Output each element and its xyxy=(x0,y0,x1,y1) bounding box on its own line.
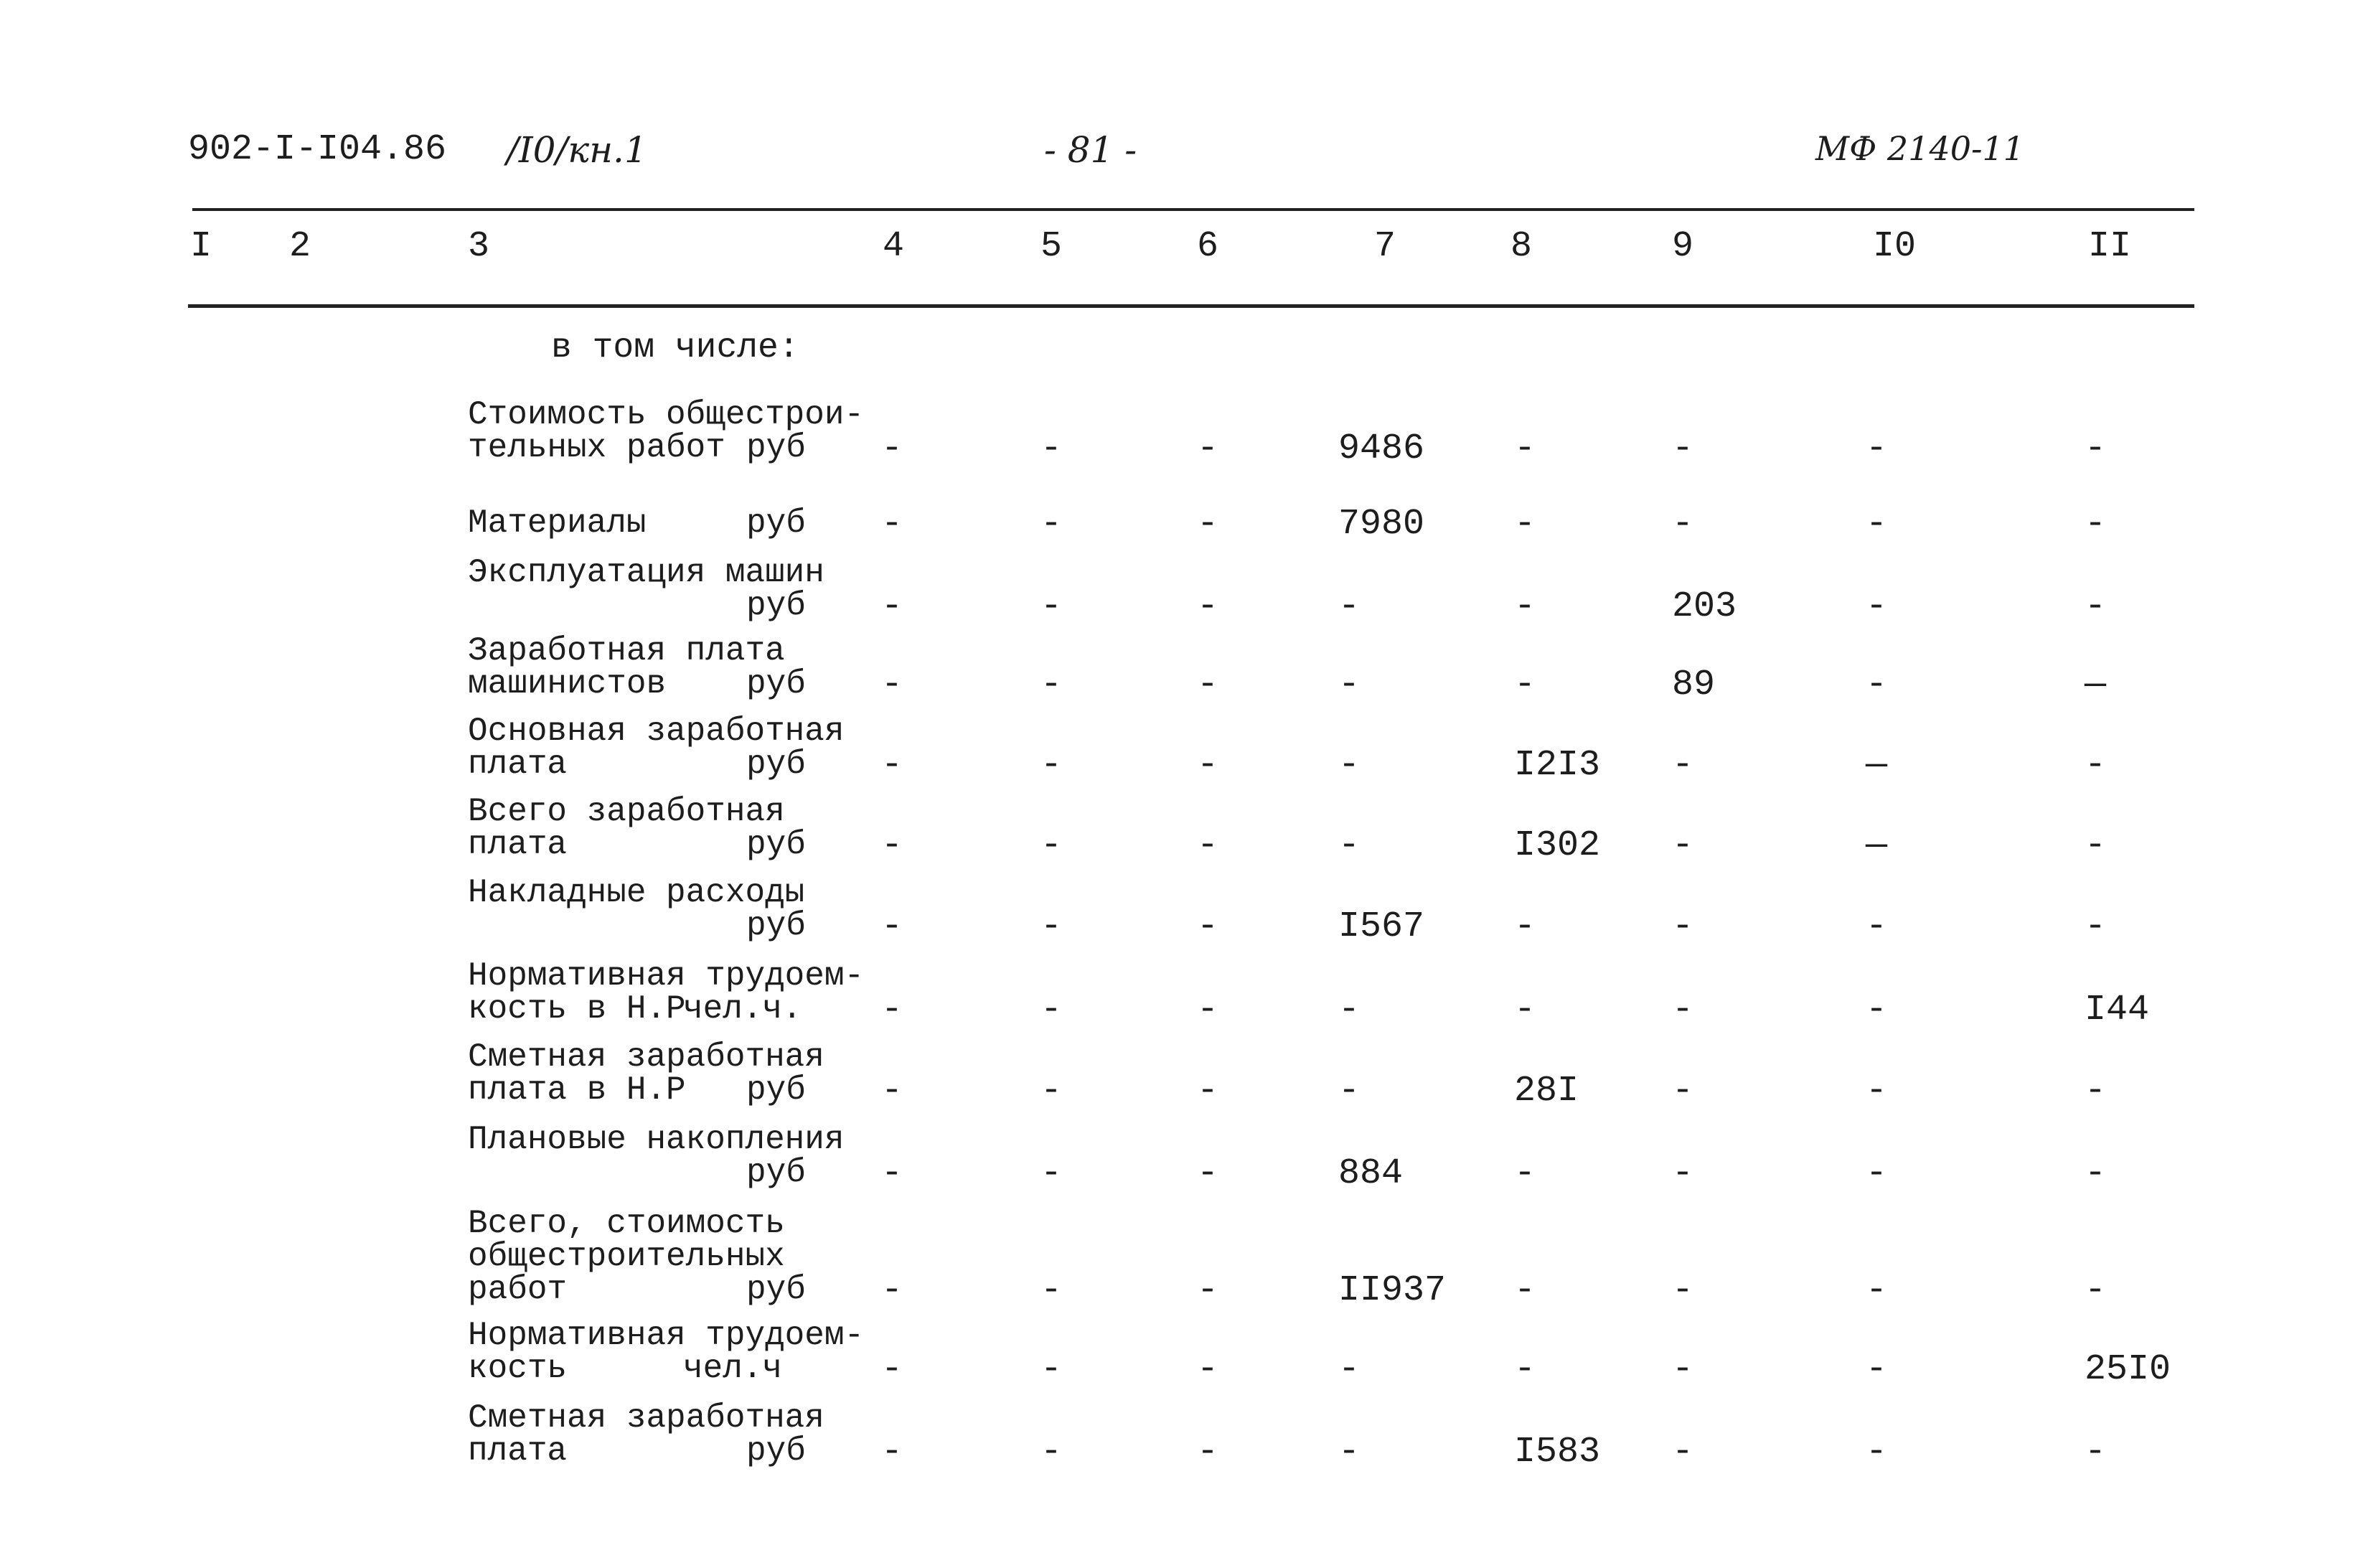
table-cell: - xyxy=(1672,504,1694,545)
document-part: /I0/кн.1 xyxy=(507,129,647,171)
table-cell: - xyxy=(1672,745,1694,786)
table-cell: - xyxy=(1338,825,1361,866)
row-label-line: кость в Н.Р xyxy=(468,990,686,1028)
row-unit: руб xyxy=(746,826,806,863)
table-cell: - xyxy=(2085,745,2107,786)
row-label xyxy=(468,1121,898,1191)
row-label-line: Сметная заработная xyxy=(468,1399,824,1437)
table-cell: - xyxy=(2085,586,2107,627)
table-cell: - xyxy=(1866,990,1888,1031)
table-cell: - xyxy=(1514,1349,1536,1390)
table-cell: - xyxy=(881,906,903,947)
row-label xyxy=(468,1319,898,1385)
table-cell: - xyxy=(1197,1071,1219,1112)
table-cell: - xyxy=(881,825,903,866)
table-cell: - xyxy=(2085,1153,2107,1194)
row-unit: руб xyxy=(746,504,806,542)
row-label-line: плата xyxy=(468,1432,568,1470)
table-cell: - xyxy=(2085,1071,2107,1112)
row-unit: руб xyxy=(746,587,806,624)
table-cell: - xyxy=(1514,990,1536,1031)
row-label xyxy=(468,957,898,1028)
row-label-line: машинистов xyxy=(468,665,667,703)
table-cell: - xyxy=(1866,1432,1888,1473)
table-cell: I302 xyxy=(1514,825,1601,866)
row-unit: руб xyxy=(746,1271,806,1308)
table-cell: - xyxy=(2085,825,2107,866)
table-cell: - xyxy=(881,1349,903,1390)
table-cell: - xyxy=(1514,906,1536,947)
row-label xyxy=(468,715,898,781)
row-label-line: Эксплуатация машин xyxy=(468,554,824,591)
table-cell: - xyxy=(1338,1071,1361,1112)
table-cell: - xyxy=(1866,1153,1888,1194)
row-label xyxy=(468,632,898,703)
table-cell: - xyxy=(1514,586,1536,627)
table-cell: 25I0 xyxy=(2085,1349,2171,1390)
table-cell: - xyxy=(1672,990,1694,1031)
table-cell: - xyxy=(1672,1432,1694,1473)
table-cell: - xyxy=(1040,586,1063,627)
column-number-8: 8 xyxy=(1510,226,1533,267)
table-cell: - xyxy=(1197,1270,1219,1311)
column-number-1: I xyxy=(190,226,212,267)
row-label-line: Плановые накопления xyxy=(468,1121,845,1158)
table-cell: - xyxy=(1672,825,1694,866)
row-label xyxy=(468,1038,898,1109)
row-label-line: работ xyxy=(468,1271,568,1308)
table-cell: I44 xyxy=(2085,990,2150,1031)
table-cell: - xyxy=(1040,990,1063,1031)
row-unit: руб xyxy=(746,429,806,466)
table-cell: - xyxy=(1197,1349,1219,1390)
table-cell: I583 xyxy=(1514,1432,1601,1473)
table-cell: - xyxy=(1197,906,1219,947)
table-cell: - xyxy=(1514,1270,1536,1311)
row-unit: чел.ч. xyxy=(683,990,802,1028)
header-top-rule xyxy=(192,208,2194,211)
row-label-line: Нормативная трудоем- xyxy=(468,957,865,995)
column-number-3: 3 xyxy=(468,226,490,267)
table-cell: - xyxy=(1866,1349,1888,1390)
table-cell: - xyxy=(1338,1432,1361,1473)
table-cell: - xyxy=(1672,1071,1694,1112)
table-cell: - xyxy=(1040,745,1063,786)
column-number-2: 2 xyxy=(289,226,311,267)
row-label-line: плата в Н.Р xyxy=(468,1071,686,1109)
row-label-line: Основная заработная xyxy=(468,713,845,750)
table-cell: - xyxy=(1866,1270,1888,1311)
table-cell: - xyxy=(1197,504,1219,545)
table-cell: - xyxy=(881,586,903,627)
table-cell: - xyxy=(1514,504,1536,545)
row-label xyxy=(468,874,898,944)
table-cell: - xyxy=(1040,1270,1063,1311)
table-cell: - xyxy=(881,504,903,545)
table-cell: - xyxy=(1514,428,1536,469)
row-label xyxy=(468,398,898,464)
table-cell: I2I3 xyxy=(1514,745,1601,786)
table-cell: 203 xyxy=(1672,586,1737,627)
table-cell: - xyxy=(2085,1432,2107,1473)
table-cell: - xyxy=(1040,906,1063,947)
row-label-line: Материалы xyxy=(468,504,647,542)
row-unit: чел.ч xyxy=(683,1350,783,1387)
row-label-line: плата xyxy=(468,746,568,783)
document-code: 902-I-I04.86 xyxy=(188,129,447,170)
table-cell: - xyxy=(1338,745,1361,786)
intro-text: в том числе: xyxy=(551,329,799,367)
column-number-10: I0 xyxy=(1873,226,1917,267)
table-cell: - xyxy=(1197,1432,1219,1473)
table-cell: - xyxy=(1672,428,1694,469)
row-label-line: общестроительных xyxy=(468,1238,785,1275)
table-cell: - xyxy=(1197,990,1219,1031)
table-cell: 7980 xyxy=(1338,504,1425,545)
table-cell: II937 xyxy=(1338,1270,1447,1311)
table-cell: - xyxy=(1197,745,1219,786)
table-cell: - xyxy=(881,745,903,786)
row-label xyxy=(468,1207,898,1306)
row-label-line: Стоимость общестрои- xyxy=(468,396,865,433)
table-cell: - xyxy=(1338,665,1361,705)
row-label xyxy=(468,554,898,624)
table-cell: - xyxy=(1040,1071,1063,1112)
row-label-line: Накладные расходы xyxy=(468,874,805,911)
table-cell: - xyxy=(1514,665,1536,705)
table-cell: - xyxy=(1040,1432,1063,1473)
table-cell: 9486 xyxy=(1338,428,1425,469)
row-unit: руб xyxy=(746,746,806,783)
table-cell: - xyxy=(1514,1153,1536,1194)
row-unit: руб xyxy=(746,1432,806,1470)
table-cell: - xyxy=(1040,428,1063,469)
archive-code: МФ 2140-11 xyxy=(1815,129,2025,168)
table-cell: - xyxy=(1866,504,1888,545)
table-cell: — xyxy=(1866,745,1888,786)
table-cell: - xyxy=(881,1432,903,1473)
table-cell: - xyxy=(1197,586,1219,627)
header-bottom-rule xyxy=(188,304,2194,308)
table-cell: - xyxy=(1040,1349,1063,1390)
table-cell: - xyxy=(1197,665,1219,705)
column-number-4: 4 xyxy=(883,226,905,267)
table-cell: - xyxy=(881,1071,903,1112)
table-cell: - xyxy=(881,428,903,469)
table-cell: - xyxy=(1197,825,1219,866)
table-cell: I567 xyxy=(1338,906,1425,947)
table-cell: - xyxy=(881,665,903,705)
table-cell: - xyxy=(1672,1270,1694,1311)
table-cell: - xyxy=(881,990,903,1031)
column-number-11: II xyxy=(2088,226,2132,267)
table-cell: - xyxy=(1040,504,1063,545)
table-cell: - xyxy=(1338,1349,1361,1390)
row-unit: руб xyxy=(746,1071,806,1109)
table-cell: - xyxy=(1197,428,1219,469)
row-label-line: плата xyxy=(468,826,568,863)
table-cell: - xyxy=(1672,1349,1694,1390)
table-cell: - xyxy=(1672,906,1694,947)
page-number: - 81 - xyxy=(1044,129,1137,171)
row-label-line: Всего, стоимость xyxy=(468,1205,785,1242)
row-label-line: Заработная плата xyxy=(468,632,785,670)
table-cell: - xyxy=(2085,504,2107,545)
table-cell: — xyxy=(2085,665,2107,705)
column-number-6: 6 xyxy=(1197,226,1219,267)
row-label xyxy=(468,1399,898,1470)
column-number-9: 9 xyxy=(1672,226,1694,267)
table-cell: - xyxy=(1040,1153,1063,1194)
table-cell: - xyxy=(1672,1153,1694,1194)
table-cell: - xyxy=(2085,906,2107,947)
column-number-7: 7 xyxy=(1374,226,1396,267)
table-cell: 28I xyxy=(1514,1071,1579,1112)
table-cell: - xyxy=(1866,586,1888,627)
row-unit: руб xyxy=(746,665,806,703)
table-cell: - xyxy=(1040,825,1063,866)
row-label-line: Нормативная трудоем- xyxy=(468,1317,865,1354)
row-label-line: кость xyxy=(468,1350,568,1387)
table-cell: - xyxy=(1338,586,1361,627)
table-cell: - xyxy=(1866,906,1888,947)
table-cell: 884 xyxy=(1338,1153,1404,1194)
table-cell: - xyxy=(2085,1270,2107,1311)
row-label-line: тельных работ xyxy=(468,429,725,466)
table-cell: - xyxy=(1866,1071,1888,1112)
column-number-5: 5 xyxy=(1040,226,1063,267)
table-cell: - xyxy=(1338,990,1361,1031)
row-label xyxy=(468,504,898,542)
row-label-line: Сметная заработная xyxy=(468,1038,824,1076)
table-cell: - xyxy=(1866,665,1888,705)
table-cell: 89 xyxy=(1672,665,1716,705)
table-cell: - xyxy=(1040,665,1063,705)
table-cell: - xyxy=(1197,1153,1219,1194)
table-cell: - xyxy=(881,1153,903,1194)
row-unit: руб xyxy=(746,1154,806,1191)
row-label-line: Всего заработная xyxy=(468,793,785,830)
table-cell: — xyxy=(1866,825,1888,866)
table-cell: - xyxy=(1866,428,1888,469)
row-label xyxy=(468,795,898,861)
table-cell: - xyxy=(881,1270,903,1311)
row-unit: руб xyxy=(746,907,806,944)
table-cell: - xyxy=(2085,428,2107,469)
